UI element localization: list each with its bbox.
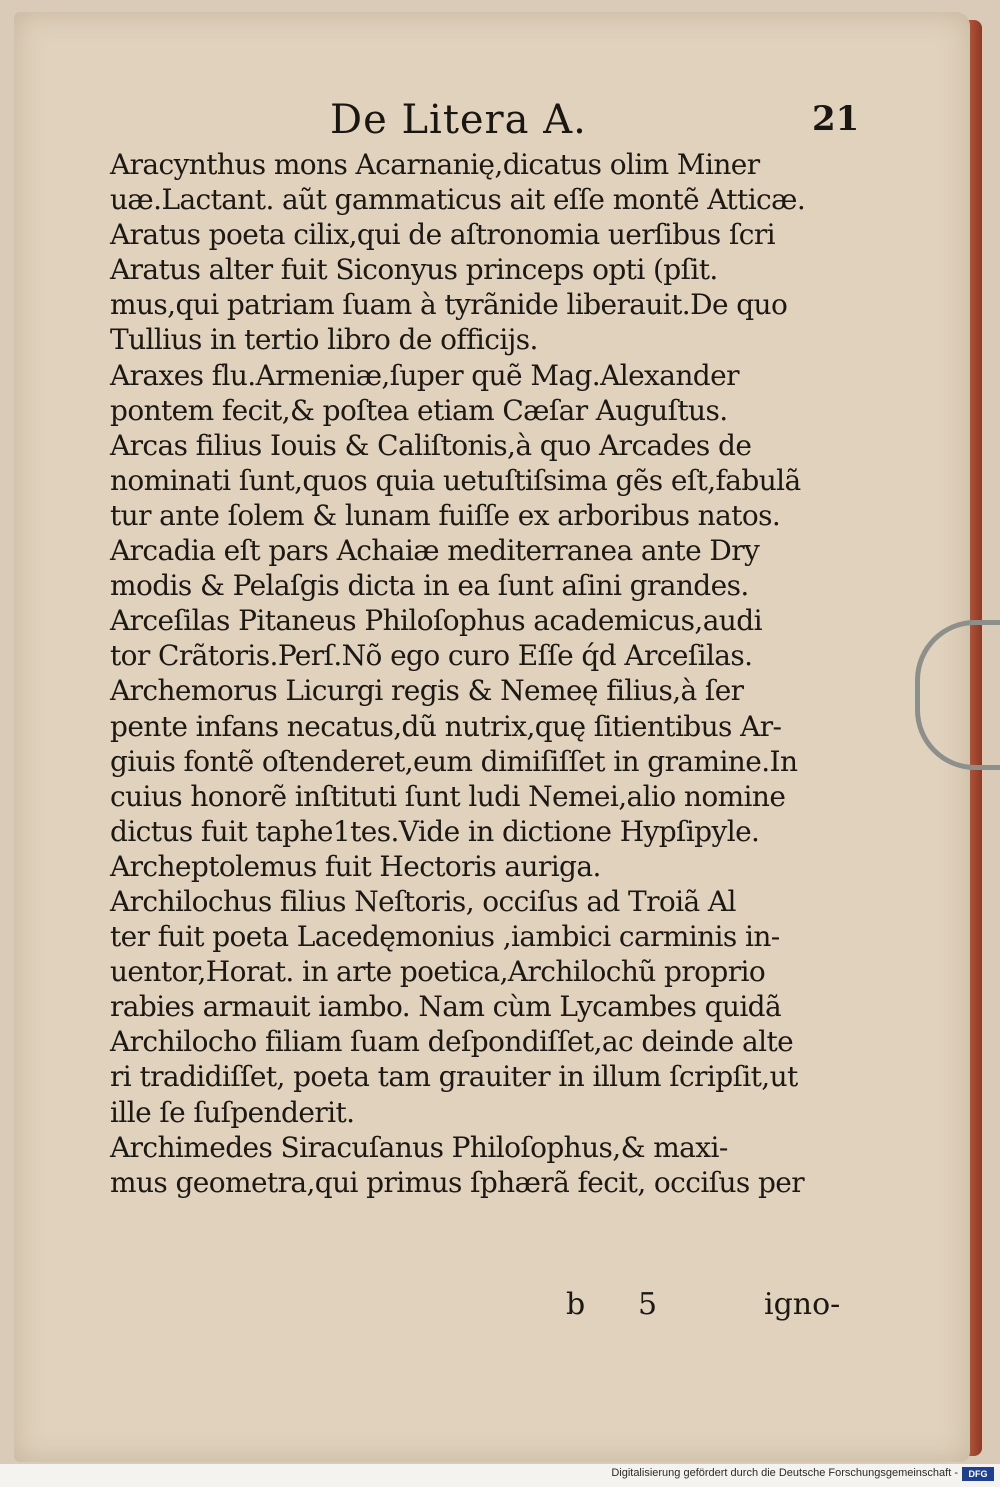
text-line: tor Crãtoris.Perſ.Nõ ego curo Eſſe q́d Arceſilas. <box>110 639 753 673</box>
text-line: Archilochus filius Neſtoris, occiſus ad Troiã Al <box>110 884 736 918</box>
dfg-logo: DFG <box>962 1467 994 1481</box>
text-line: Tullius in tertio libro de officijs. <box>110 323 538 357</box>
folio-number: 21 <box>812 99 860 139</box>
text-line: Archeptolemus fuit Hectoris auriga. <box>110 849 601 883</box>
text-line: dictus fuit taphe1tes.Vide in dictione Hypſipyle. <box>110 814 760 848</box>
text-line: uentor,Horat. in arte poetica,Archilochũ proprio <box>110 955 766 989</box>
text-line: nominati ſunt,quos quia uetuſtiſsima gẽs eſt,fabulã <box>110 463 801 497</box>
text-line: pente infans necatus,dũ nutrix,quę ſitientibus Ar- <box>110 709 782 743</box>
text-line: tur ante ſolem & lunam fuiſſe ex arboribus natos. <box>110 498 781 532</box>
text-line: mus,qui patriam ſuam à tyrãnide liberauit.De quo <box>110 288 788 322</box>
text-line: ille ſe ſuſpenderit. <box>110 1095 355 1129</box>
text-line: Arceſilas Pitaneus Philoſophus academicus,audi <box>110 604 762 638</box>
text-line: uæ.Lactant. aũt gammaticus ait eſſe montẽ Atticæ. <box>110 183 806 217</box>
signature-number: 5 <box>638 1287 658 1322</box>
text-line: ri tradidiſſet, poeta tam grauiter in illum ſcripſit,ut <box>110 1060 798 1094</box>
text-line: Aracynthus mons Acarnanię,dicatus olim Miner <box>110 148 760 181</box>
text-line: mus geometra,qui primus ſphærã fecit, occiſus per <box>110 1165 805 1199</box>
metal-clasp <box>915 620 1000 770</box>
text-line: rabies armauit iambo. Nam cùm Lycambes quidã <box>110 990 782 1024</box>
text-line: Archemorus Licurgi regis & Nemeę filius,à ſer <box>110 674 744 708</box>
text-line: Arcas filius Iouis & Caliſtonis,à quo Arcades de <box>110 428 752 462</box>
text-line: cuius honorẽ inſtituti ſunt ludi Nemei,alio nomine <box>110 779 786 813</box>
text-line: pontem fecit,& poſtea etiam Cæſar Auguſtus. <box>110 393 728 427</box>
digitization-bar <box>0 1464 1000 1487</box>
book-page <box>14 12 970 1462</box>
text-line: Araxes flu.Armeniæ,ſuper quẽ Mag.Alexander <box>110 358 739 392</box>
text-line: Arcadia eſt pars Achaiæ mediterranea ante Dry <box>110 534 760 568</box>
body-text <box>110 147 860 1200</box>
text-line: ter fuit poeta Lacedęmonius ,iambici carminis in- <box>110 920 780 954</box>
text-line: Aratus poeta cilix,qui de aſtronomia uerſibus ſcri <box>110 218 775 252</box>
signature-letter: b <box>566 1287 586 1322</box>
digitization-notice: Digitalisierung gefördert durch die Deutsche Forschungsgemeinschaft - <box>611 1467 958 1479</box>
text-line: Aratus alter fuit Siconyus princeps opti (pſit. <box>110 253 718 287</box>
text-line: Archimedes Siracuſanus Philoſophus,& maxi- <box>110 1130 728 1164</box>
text-line: Archilocho filiam ſuam deſpondiſſet,ac deinde alte <box>110 1025 794 1059</box>
text-line: giuis fontẽ oſtenderet,eum dimiſiſſet in gramine.In <box>110 744 798 778</box>
text-line: modis & Pelaſgis dicta in ea ſunt aſini grandes. <box>110 569 749 603</box>
running-head: De Litera A. <box>330 97 587 143</box>
catchword: igno- <box>764 1287 841 1322</box>
